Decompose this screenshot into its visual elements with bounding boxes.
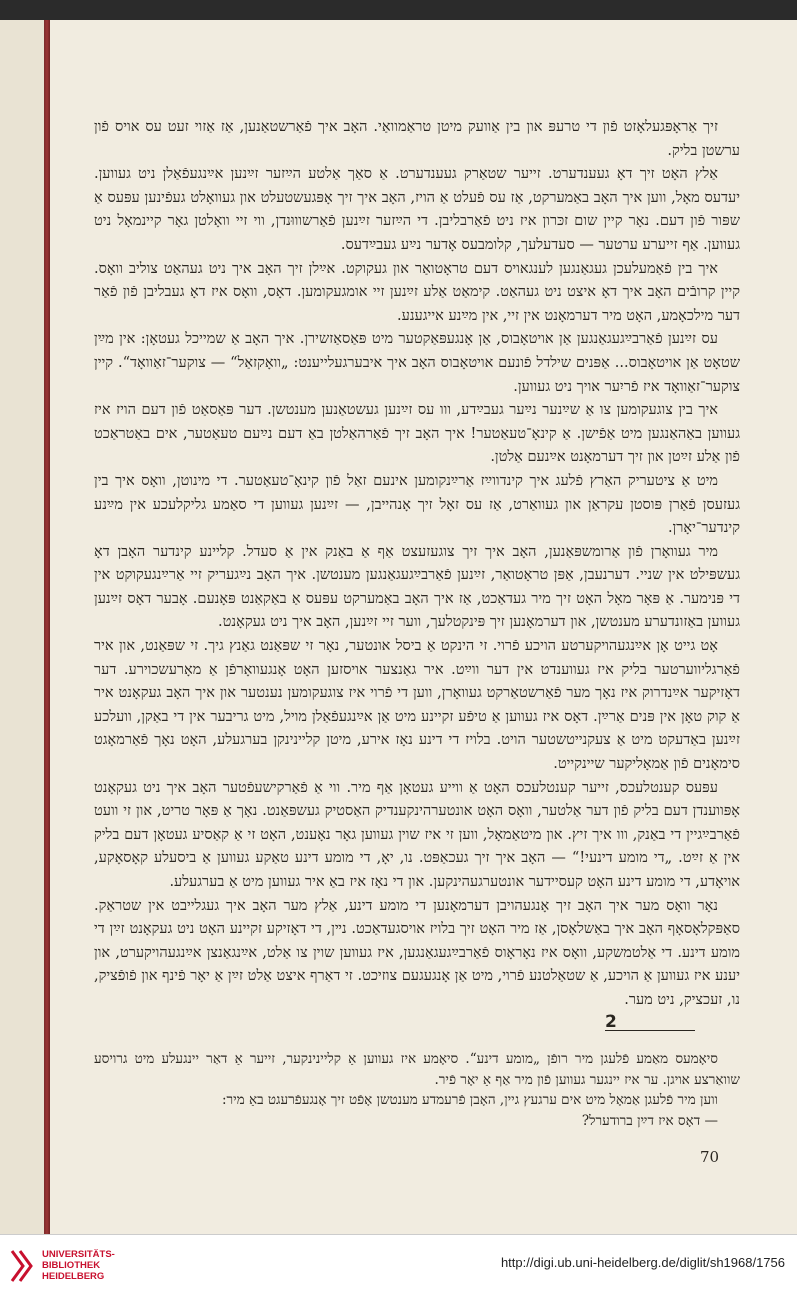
permalink-url[interactable]: http://digi.ub.uni-heidelberg.de/diglit/sh1968/1756 [500,1255,785,1270]
book-page [50,20,797,1234]
footnote-text [94,1049,740,1131]
paragraph: זיך אַראָפּגעלאָזט פֿון די טרעפּ און בין אַוועק מיטן טראַמוואַי. האָב איך פֿאַרשטאַנען, אַז אַזוי זעט עס אויס פֿון ערשטן בליק. [94,119,740,159]
footnote-paragraph: סיאָמעס מאַמע פֿלעגן מיר רופֿן „מומע דינע“. סיאָמע איז געווען אַ קליינינקער, זייער אַ דאַר יינגעלע מיט גרויסע שוואַרצע אויגן. ער איז יינגער געווען פֿון מיר אַף אַ יאָר פֿיר. [94,1051,740,1088]
paragraph: עס זײַנען פֿאַרבײַגעגאַנגען אַן אויטאָבוס, אַן אָנגעפּאַקטער מיט פּאַסאַזשירן. איך האָב אַ שמייכל געטאָן: אין מײַן שטאָט אַן אויטאָבוס... אַפּנים שילדל פֿונעם אויטאָבוס האָב איך איבערגעלייענט: „וואָקזאַל“ — צוקער־זאַוואָד“. קיין צוקער־זאַוואָד איז פֿריִער אויך ניט געווען. [94,331,740,395]
page-number: 70 [700,1148,720,1166]
library-logo-icon [10,1249,36,1283]
university-library-logo[interactable] [10,1245,140,1285]
paragraph: עפּעס קענטלעכס, זייער קענטלעכס האָט אַ ווייע געטאָן אַף מיר. ווי אַ פֿאַרקישעפֿטער האָב איך ניט געקאָנט אָפּווענדן דעם בליק פֿון דער אַלטער, וואָס האָט אונטערהינקענדיק האַסטיק געשפּאַנט. נאָך אַ פּאָר טריט, און זי וועט פֿאַרבײַגיין די באַנק, ווו איך זיץ. און מיטאַמאָל, ווען זי איז שוין געווען גאָר נאָענט, האָט זי אַ קאַסיע געטאָן דעם בליק אין אַ זײַט. „די מומע דינעי!“ — האָב איך זיך געכאַפּט. נו, יאָ, די מומע דינע טאַקע געווען אַ ביסעלע קאָסאָקע, אויאָדע, די מומע דינע האָט קעסיידער אונטערגעהינקען. און די נאָז איז באַ איר געווען מיט אַ בערגעלע. [94,779,741,890]
main-text [94,116,740,1013]
paragraph: מיר געוואָרן פֿון אַרומשפּאַנען, האָב איך זיך צוגעזעצט אַף אַ באַנק אין אַ סעדל. קליינע קינדער האָבן דאָ געשפּילט אין שניי. דערנעבן, אַפּן טראָטואַר, זײַנען פֿאַרבײַגעגאַנגען מענטשן. איך האָב נײַגעריק זיי אַרײַנגעקוקט אין די פּנימער. אַ פּאָר מאָל האָט זיך מיר געדאַכט, אַז איך האָב באַמערקט עפּעס אַ באַקאַנט פּאָנעם. אָבער דאָס זײַנען געווען באַזונדערע מענטשן, און דערמאָנען זיך פּינקטלעך, ווער זיי זײַנען, האָב איך ניט געקאָנט. [94,543,740,631]
logo-text [42,1249,115,1282]
footnote-paragraph: — דאָס איז דײַן ברודערל? [581,1112,718,1129]
logo-line: UNIVERSITÄTS- [42,1249,115,1260]
logo-line: BIBLIOTHEK [42,1260,101,1271]
footnote-number: 2 [605,1012,617,1032]
paragraph: נאָר וואָס מער איך האָב זיך אָנגעהויבן דערמאָנען די מומע דינע, אַלץ מער האָב איך געגלייבט אין שטראַק. סאַפּקלאָסאָף האָב איך באַשלאָסן, אַז מיר האָט זיך בלויז אויסגעדאַכט. נײן, די דאָזיקע זקיינע האָט ניט געקאָנט זײַן די מומע דינע. די אַלטמשקע, וואָס איז נאָראָוס פֿאַרבײַגעגאַנגען, איז געווען שוין צו אַלט, אײַנגאַנצן אײַנגעהויקערט, און יענע איז געווען אַ הויכע, אַ שטאַלטנע פֿרוי, מיט אַן אָנגעגעם צוזיכט. זי דאַרף איצט אַלט זײַן אַ יאָר פֿינף און פֿופֿציק, נו, זעכציק, ניט מער. [94,897,740,1008]
footnote-paragraph: ווען מיר פֿלעגן אַמאָל מיט אים ערגעץ גיין, האָבן פֿרעמדע מענטשן אָפֿט זיך אָנגעפֿרעגט באַ מיר: [221,1092,718,1108]
footnote-separator [605,1008,695,1031]
paragraph: מיט אַ ציטעריק האַרץ פֿלעג איך קינדווײַז אַרײַנקומען אינעם זאַל פֿון קינאָ־טעאַטער. די מינוטן, וואָס איך בין געזעסן פֿאַרן פּוסטן עקראַן און געוואַרט, אַז עס זאָל זיך אָנהייבן, — זײַנען געווען די סאַמע גליקלעכע אין מײַנע קינדער־יאָרן. [94,472,740,537]
left-page-edge [0,20,46,1234]
paragraph: אָט גייט אָן אײַנגעהויקערטע הויכע פֿרוי. זי הינקט אַ ביסל אונטער, נאָר זי שפּאַנט גאַנץ גיך. זי שפּאַנט, און איר פֿאַרגליווערטער בליק איז געווענדט אין דער ווײַט. איר גאַנצער אויסזען האָט אָנגעוואָרפֿן אַ מאָרעשכוירע. דער דאָזיקער אײַנדרוק איז נאָך מער פֿאַרשטאַרקט געוואָרן, ווען די פֿרוי איז צוגעקומען נענטער און איך האָב געקאָנט איר אַ קוק טאָן אין פּנים אַרײַן. דאָס איז געווען אַ טיפֿע זקיינע מיט אַן אײַנגעפֿאַלן מויל, מיט גריבער אין די באַקן, וועלכע זײַנען באַדעקט מיט אַ צעקנייטשטער הויט. בלויז די דינע נאָז אירע, מיטן קליינינקן בערגעלע, האָט נאָך פֿאַרמאָגט סימאָנים פֿון אַמאָליקער שיינקייט. [94,638,740,773]
viewer-footer [0,1234,797,1297]
paragraph: איך בין צוגעקומען צו אַ שײַנער נײַער געבײַדע, ווו עס זײַנען געשטאַנען מענטשן. דער פּאַסאַט פֿון דעם הויז איז געווען באַהאַנגען מיט אַפֿישן. אַ קינאָ־טעאַטער! איך האָב זיך פֿאַרהאַלטן באַ דעם נײַעם טעאַטער, אים באַטראַכט פֿון אַלע זײַטן און זיך דערמאָנט אײַנעם אַלטן. [94,402,740,466]
paragraph: איך בין פֿאַמעלעכן געגאַנגען לענגאויס דעם טראָטואַר און געקוקט. אײַלן זיך האָב איך ניט געהאַט צוליב וואָס. קיין קרובֿים האָב איך דאָ איצט ניט געהאַט. קימאַט אַלע זײַנען זיי אומגעקומען. דאָס, וואָס איז דאָ געבליבן פֿון פֿאַר דער מילכאָמע, האָט מיר דערמאָנט אין זיי, אין מײַנע אייגענע. [94,260,740,324]
paragraph: אַלץ האָט זיך דאָ געענדערט. זייער שטאַרק געענדערט. אַ סאַך אַלטע הײַזער זײַנען אײַנגעפֿאַלן ניט געווען. יעדעס מאָל, ווען איך האָב באַמערקט, אַז עס פֿעלט אַ הויז, האָב איך זיך אָפּגעשטעלט און געוואָלט געפֿינען עפּעס אַ שפּור פֿון דעם. נאָר קיין שום זכּרון איז ניט פֿאַרבליבן. די הײַזער זײַנען פֿאַרשוווּנדן, ווי זיי וואָלטן גאָר קיינמאָל ניט געווען. אַף זייערע ערטער — סעדעלעך, קלומבעס אָדער נײַע געבײַדעס. [94,166,740,253]
logo-line: HEIDELBERG [42,1271,105,1282]
